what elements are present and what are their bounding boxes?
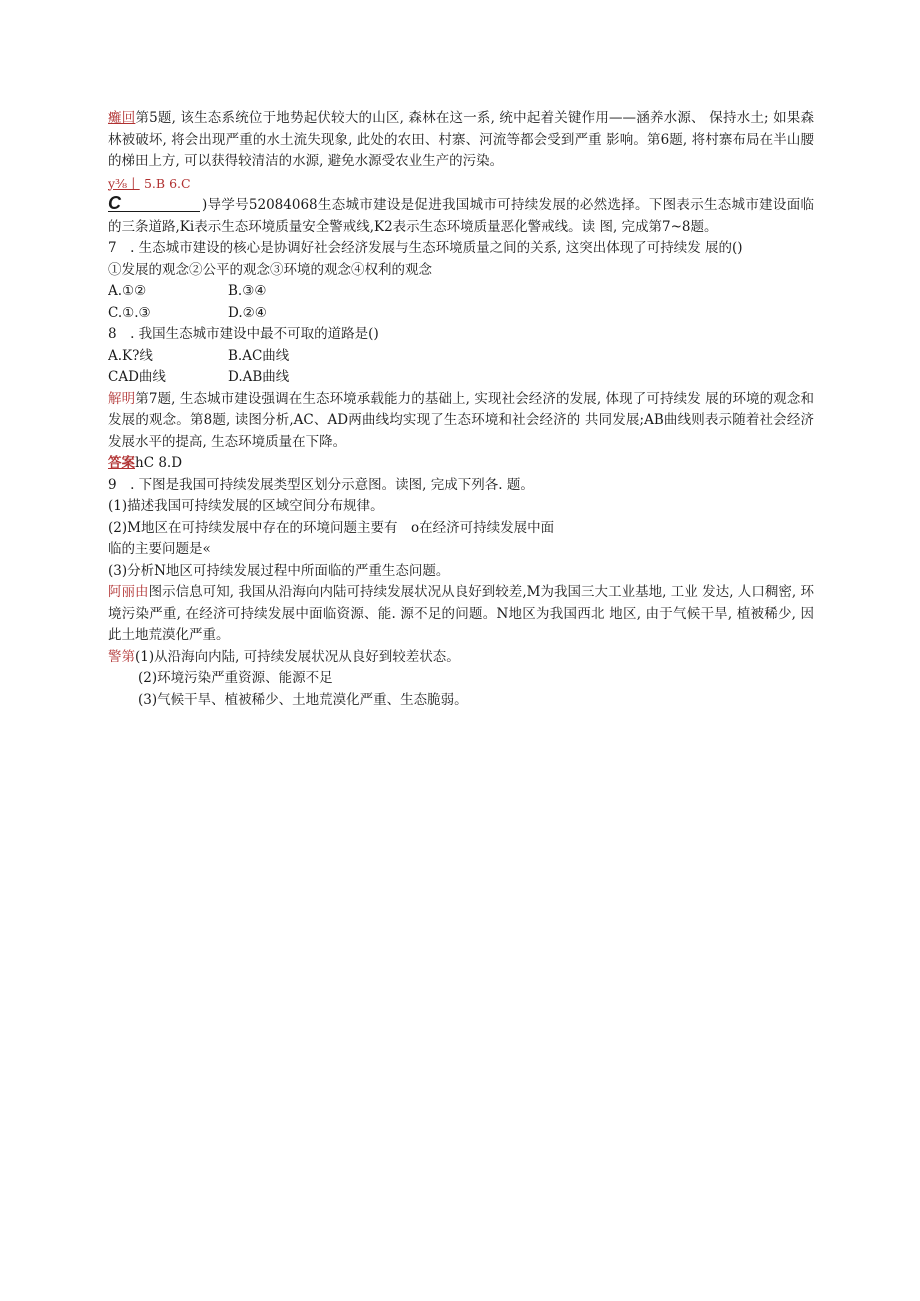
- question-9-sub2a: (2)M地区在可持续发展中存在的环境问题主要有 o在经济可持续发展中面: [108, 519, 555, 536]
- explanation-label: 解明: [108, 390, 136, 407]
- explanation-text: 图示信息可知, 我国从沿海向内陆可持续发展状况从良好到较差,M为我国三大工业基地, 工业 发达, 人口稠密, 环境污染严重, 在经济可持续发展中面临资源、能. 源不足的问题。N地区为我国西北 地区, 由于气候干旱, 植被稀少, 因此土地荒漠化严重。: [108, 584, 815, 643]
- answer-q9-2: (2)环境污染严重资源、能源不足: [138, 670, 333, 686]
- question-7-options-row2: [108, 303, 814, 325]
- explanation-text: 第7题, 生态城市建设强调在生态环境承载能力的基础上, 实现社会经济的发展, 体现了可持续发 展的环境的观念和发展的观念。第8题, 读图分析,AC、AD两曲线均实现了生态环境和社会经济的 共同发展;AB曲线则表示随着社会经济发展水平的提高, 生态环境质量在下降。: [108, 390, 814, 450]
- question-9-sub3: (3)分析N地区可持续发展过程中所面临的严重生态问题。: [108, 562, 450, 579]
- option-d: D.AB曲线: [228, 369, 290, 385]
- question-9-sub1: (1)描述我国可持续发展的区域空间分布规律。: [108, 498, 384, 514]
- explanation-q5-q6: [108, 108, 814, 173]
- option-a: A.K?线: [108, 347, 153, 364]
- question-8-options-row2: [108, 367, 814, 389]
- answer-label: 警第: [108, 648, 135, 665]
- option-b: B.③④: [228, 283, 267, 299]
- answer-q5-q6: [108, 173, 814, 196]
- question-8-stem: 8 . 我国生态城市建设中最不可取的道路是(): [108, 326, 379, 342]
- answer-q9-1: [108, 647, 814, 669]
- intro-q7-q8: [108, 195, 814, 238]
- explanation-text: 第5题, 该生态系统位于地势起伏较大的山区, 森林在这一系, 统中起着关键作用——涵养水源、 保持水土; 如果森林被破坏, 将会出现严重的水土流失现象, 此处的农田、村寨、河流等都会受到严重 影响。第6题, 将村寨布局在半山腰的梯田上方, 可以获得较清洁的水源, 避免水源受农业生产的污染。: [108, 110, 814, 169]
- question-7-list: ①发展的观念②公平的观念③环境的观念④权利的观念: [108, 261, 432, 278]
- question-marker: C: [108, 195, 200, 212]
- answer-q9-3: (3)气候干旱、植被稀少、土地荒漠化严重、生态脆弱。: [138, 691, 468, 708]
- option-a: A.①②: [108, 283, 147, 299]
- explanation-label: 癱回: [108, 110, 136, 126]
- option-c: C.①.③: [108, 304, 151, 321]
- question-8-options-row1: [108, 346, 814, 368]
- intro-text: )导学号52084068生态城市建设是促进我国城市可持续发展的必然选择。下图表示生态城市建设面临的三条道路,Ki表示生态环境质量安全警戒线,K2表示生态环境质量恶化警戒线。读 图, 完成第7~8题。: [108, 197, 814, 235]
- explanation-q9: [108, 582, 814, 647]
- question-7-options-row1: [108, 281, 814, 303]
- answer-q7-q8: [108, 453, 814, 475]
- explanation-q7-q8: [108, 389, 814, 454]
- question-9-stem: 9 . 下图是我国可持续发展类型区划分示意图。读图, 完成下列各. 题。: [108, 476, 534, 493]
- answer-text: (1)从沿海向内陆, 可持续发展状况从良好到较差状态。: [135, 648, 460, 665]
- option-b: B.AC曲线: [228, 347, 290, 364]
- document-page: [108, 108, 814, 711]
- answer-text: hC 8.D: [135, 455, 183, 471]
- option-c: CAD曲线: [108, 369, 166, 385]
- question-7-stem: 7 . 生态城市建设的核心是协调好社会经济发展与生态环境质量之间的关系, 这突出体现了可持续发 展的(): [108, 240, 743, 256]
- question-9-sub2b: 临的主要问题是«: [108, 541, 211, 557]
- option-d: D.②④: [228, 304, 267, 321]
- answer-label: 答案: [108, 455, 135, 471]
- answer-label: y⅜丨: [108, 175, 140, 191]
- explanation-label: 阿丽由: [108, 584, 149, 600]
- answer-text: 5.B 6.C: [143, 175, 191, 191]
